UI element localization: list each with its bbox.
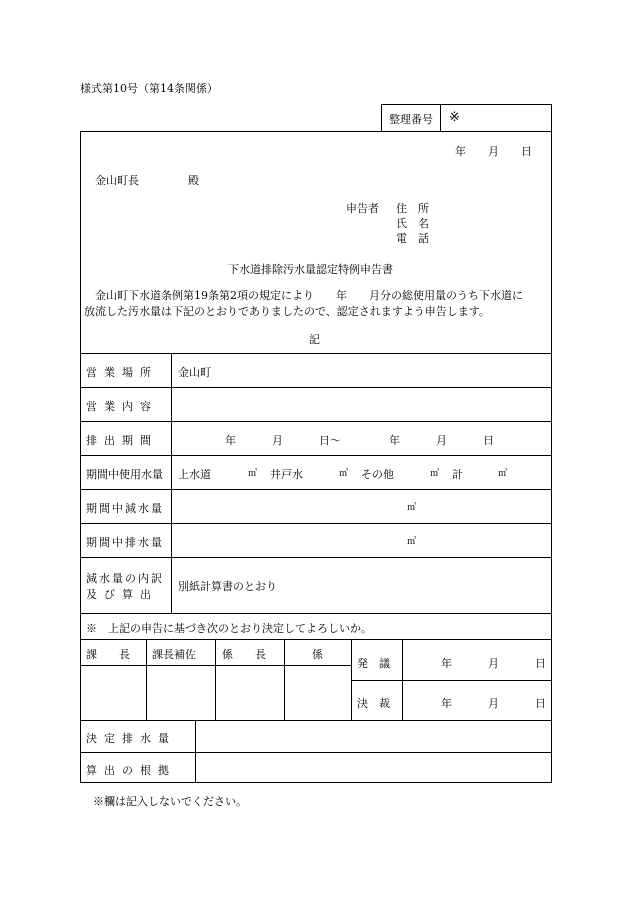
decided-volume-label: 決定排水量 bbox=[86, 732, 176, 745]
date-year: 年 bbox=[455, 145, 466, 158]
period-start-year: 年 bbox=[225, 434, 236, 447]
row-divider bbox=[81, 353, 551, 354]
reduction-volume-label: 期間中減水量 bbox=[86, 502, 164, 515]
column-divider bbox=[284, 640, 285, 720]
declaration-text-line1: 金山町下水道条例第19条第2項の規定により 年 月分の総使用量のうち下水道に bbox=[95, 289, 523, 302]
row-divider bbox=[351, 680, 551, 681]
row-divider bbox=[81, 523, 551, 524]
form-title: 下水道排除汚水量認定特例申告書 bbox=[228, 263, 393, 276]
row-divider bbox=[81, 455, 551, 456]
breakdown-label-line2: 及び算出 bbox=[86, 588, 158, 601]
section-head-header: 係 長 bbox=[222, 648, 266, 661]
tap-water-label: 上水道 bbox=[178, 468, 211, 481]
approval-month: 月 bbox=[488, 697, 499, 710]
proposal-year: 年 bbox=[441, 657, 452, 670]
column-divider bbox=[402, 640, 403, 720]
other-water-label: その他 bbox=[361, 468, 394, 481]
applicant-name-label: 氏 名 bbox=[396, 217, 429, 230]
period-start-month: 月 bbox=[272, 434, 283, 447]
row-divider bbox=[81, 752, 551, 753]
staff-header: 係 bbox=[312, 648, 323, 661]
well-water-label: 井戸水 bbox=[270, 468, 303, 481]
applicant-phone-label: 電 話 bbox=[396, 232, 429, 245]
approval-label: 決 裁 bbox=[357, 697, 390, 710]
column-divider bbox=[146, 640, 147, 720]
office-note: ※ 上記の申告に基づき次のとおり決定してよろしいか。 bbox=[86, 622, 372, 635]
column-divider bbox=[195, 720, 196, 782]
discharge-unit: ㎥ bbox=[407, 537, 417, 547]
proposal-month: 月 bbox=[488, 657, 499, 670]
reference-number-label: 整理番号 bbox=[389, 113, 433, 126]
chief-header: 課 長 bbox=[86, 648, 130, 661]
label-column-divider bbox=[171, 353, 172, 613]
tap-water-unit: ㎥ bbox=[248, 469, 258, 479]
date-month: 月 bbox=[488, 145, 499, 158]
row-divider bbox=[81, 639, 551, 640]
total-unit: ㎥ bbox=[498, 469, 508, 479]
row-divider bbox=[81, 489, 551, 490]
addressee-honorific: 殿 bbox=[188, 174, 199, 187]
deputy-header: 課長補佐 bbox=[152, 648, 196, 661]
applicant-address-label: 住 所 bbox=[396, 202, 429, 215]
ki-marker: 記 bbox=[309, 333, 320, 346]
row-divider bbox=[81, 720, 551, 721]
proposal-day: 日 bbox=[535, 657, 546, 670]
reference-number-field[interactable]: ※ bbox=[449, 110, 460, 125]
row-divider bbox=[81, 665, 351, 666]
breakdown-label-line1: 減水量の内訳 bbox=[86, 572, 164, 585]
approval-day: 日 bbox=[535, 697, 546, 710]
column-divider bbox=[215, 640, 216, 720]
row-divider bbox=[81, 421, 551, 422]
other-water-unit: ㎥ bbox=[430, 469, 440, 479]
discharge-period-label: 排出期間 bbox=[86, 434, 158, 447]
declaration-text-line2: 放流した汚水量は下記のとおりでありましたので、認定されますよう申告します。 bbox=[84, 305, 490, 318]
period-end-day: 日 bbox=[483, 434, 494, 447]
column-divider bbox=[351, 640, 352, 720]
addressee-mayor: 金山町長 bbox=[95, 174, 139, 187]
well-water-unit: ㎥ bbox=[339, 469, 349, 479]
business-place-label: 営業場所 bbox=[86, 366, 158, 379]
discharge-volume-label: 期間中排水量 bbox=[86, 536, 164, 549]
period-end-month: 月 bbox=[436, 434, 447, 447]
ref-box-divider bbox=[440, 105, 441, 131]
row-divider bbox=[81, 387, 551, 388]
business-content-label: 営業内容 bbox=[86, 400, 158, 413]
applicant-label: 申告者 bbox=[346, 202, 379, 215]
row-divider bbox=[81, 557, 551, 558]
usage-volume-label: 期間中使用水量 bbox=[86, 468, 163, 481]
proposal-label: 発 議 bbox=[357, 657, 390, 670]
breakdown-value: 別紙計算書のとおり bbox=[178, 580, 277, 593]
period-start-day: 日〜 bbox=[319, 434, 341, 447]
approval-year: 年 bbox=[441, 697, 452, 710]
date-day: 日 bbox=[521, 145, 532, 158]
footer-note: ※欄は記入しないでください。 bbox=[93, 795, 247, 808]
business-place-value[interactable]: 金山町 bbox=[178, 366, 211, 379]
period-end-year: 年 bbox=[389, 434, 400, 447]
reduction-unit: ㎥ bbox=[407, 503, 417, 513]
total-label: 計 bbox=[452, 468, 463, 481]
form-number: 様式第10号（第14条関係） bbox=[80, 82, 218, 95]
basis-label: 算出の根拠 bbox=[86, 764, 176, 777]
